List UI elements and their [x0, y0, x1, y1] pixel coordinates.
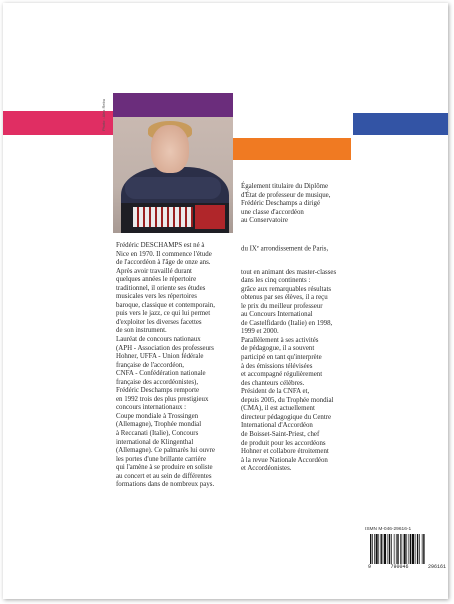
barcode-bar [417, 534, 418, 564]
text-line: Frédéric Deschamps a dirigé [241, 200, 321, 208]
barcode-bar [396, 534, 397, 564]
barcode-bar [389, 534, 390, 564]
text-line: Hohner et collabore étroitement [241, 448, 329, 456]
text-line: de son instrument. [116, 327, 167, 335]
text-line: des chanteurs célèbres. [241, 379, 305, 387]
barcode-bar [412, 534, 414, 564]
text-line: (Allemagne), Trophée mondial [116, 421, 202, 429]
text-line: Frédéric DESCHAMPS est né à [116, 242, 205, 249]
photo-arms [125, 177, 221, 199]
barcode-bar [422, 534, 423, 564]
text-line: traditionnel, il oriente ses études [116, 284, 206, 292]
text-line: à la revue Nationale Accordéon [241, 456, 328, 464]
text-line: Également titulaire du Diplôme [241, 183, 329, 191]
barcode-bar [372, 534, 373, 564]
text-line: une classe d'accordéon [241, 208, 304, 216]
barcode-digit-group-1: 9 [368, 564, 372, 570]
barcode-bar [400, 534, 401, 564]
text-line: Après avoir travaillé durant [116, 267, 192, 275]
text-line: française de l'accordéon, [116, 361, 185, 369]
barcode-bar [423, 534, 424, 564]
text-line: Nice en 1970. Il commence l'étude [116, 250, 212, 258]
text-line: (CMA), il est actuellement [241, 405, 315, 413]
text-line: international de Klingenthal [116, 438, 194, 446]
text-line: (Allemagne). Ce palmarès lui ouvre [116, 447, 215, 455]
barcode-bar [415, 534, 416, 564]
barcode-bar [394, 534, 395, 564]
text-line: depuis 2005, du Trophée mondial [241, 396, 334, 404]
text-line: de produit pour les accordéons [241, 439, 326, 447]
text-line: de Boisset-Saint-Priest, chef [241, 430, 320, 438]
text-line: grâce aux remarquables résultats [241, 285, 332, 293]
text-line: Président de la CNFA et, [241, 388, 310, 396]
barcode-bar [409, 534, 410, 564]
text-line: de Castelfidardo (Italie) en 1998, [241, 319, 333, 327]
text-line: Frédéric Deschamps remporte [116, 387, 200, 395]
barcode-bar [378, 534, 379, 564]
barcode-bar [402, 534, 403, 564]
barcode-bar [384, 534, 386, 564]
barcode-bar [370, 534, 371, 564]
text-line: Parallèlement à ses activités [241, 336, 319, 344]
ismn-code: ISMN M-046-29616-1 [365, 527, 412, 532]
text-line: à Reccanati (Italie), Concours [116, 430, 199, 438]
purple-color-band [113, 93, 233, 117]
text-line: qui l'amène à se produire en soliste [116, 464, 213, 472]
right-column-body [241, 269, 361, 474]
text-line: puis vers le jazz, ce qui lui permet [116, 310, 211, 318]
barcode-bar [381, 534, 382, 564]
text-line: les portes d'une brillante carrière [116, 455, 207, 463]
text-line: d'exploiter les diverses facettes [116, 318, 202, 326]
photo-credit: Photo : Alex Rebu [101, 98, 106, 131]
barcode-bar [404, 534, 406, 564]
text-line: au Concours International [241, 311, 313, 319]
text-line: et accompagné régulièrement [241, 371, 323, 379]
text-line: de l'accordéon à l'âge de onze ans. [116, 259, 211, 267]
barcode-bar [419, 534, 420, 564]
photo-accordion-keys [133, 207, 193, 227]
text-line: le prix du meilleur professeur [241, 302, 323, 310]
barcode-digit-group-2: 790046 [390, 564, 409, 570]
right-column-intro [241, 183, 361, 226]
text-line: Hohner, UFFA - Union fédérale [116, 353, 204, 361]
blue-color-band [353, 113, 448, 135]
barcode-digit-group-3: 296161 [427, 564, 446, 570]
text-line: quelques années le répertoire [116, 276, 197, 284]
barcode [368, 534, 446, 572]
text-line: Coupe mondiale à Trossingen [116, 412, 199, 420]
text-line: formations dans de nombreux pays. [116, 481, 215, 489]
text-line: participé en tant qu'interprète [241, 354, 322, 362]
arrondissement-line [241, 243, 361, 252]
text-line: au Conservatoire [241, 217, 288, 225]
text-line: dans les cinq continents : [241, 277, 311, 285]
text-line: à des émissions télévisées [241, 362, 313, 370]
text-line: (APH - Association des professeurs [116, 344, 214, 352]
text-line: de pédagogue, il a souvent [241, 345, 315, 353]
barcode-bar [397, 534, 398, 564]
barcode-digits [368, 564, 446, 570]
orange-color-band [233, 138, 351, 160]
back-cover [3, 3, 448, 599]
text-line: Lauréat de concours nationaux [116, 336, 201, 344]
photo-head [151, 125, 189, 173]
photo-accordion-panel [195, 205, 225, 229]
text-line: CNFA - Confédération nationale [116, 370, 206, 378]
text-line: et Accordéonistes. [241, 465, 292, 473]
text-line: obtenus par ses élèves, il a reçu [241, 294, 328, 302]
barcode-bars [370, 534, 444, 564]
barcode-bar [410, 534, 411, 564]
arrondissement-superscript: e [256, 243, 259, 249]
arrondissement-suffix: arrondissement de Paris, [258, 245, 329, 253]
text-line: musicales vers les répertoires [116, 293, 197, 301]
text-line: concours internationaux : [116, 404, 187, 412]
text-line: International d'Accordéon [241, 422, 313, 430]
barcode-bar [374, 534, 375, 564]
arrondissement-prefix: du IX [241, 245, 257, 253]
barcode-bar [406, 534, 407, 564]
text-line: française des accordéonistes), [116, 378, 199, 386]
pink-color-band [3, 111, 113, 135]
text-line: d'État de professeur de musique, [241, 191, 331, 199]
barcode-bar [388, 534, 389, 564]
text-line: 1999 et 2000. [241, 328, 279, 336]
barcode-bar [376, 534, 378, 564]
text-line: en 1992 trois des plus prestigieux [116, 395, 209, 403]
barcode-bar [391, 534, 392, 564]
text-line: directeur pédagogique du Centre [241, 413, 332, 421]
biography-right-column [241, 166, 361, 491]
barcode-bar [383, 534, 384, 564]
author-photo [113, 117, 233, 233]
text-line: baroque, classique et contemporain, [116, 301, 215, 309]
biography-left-column [116, 242, 248, 490]
text-line: tout en animant des master-classes [241, 268, 337, 276]
text-line: au concert et au sein de différentes [116, 472, 212, 480]
